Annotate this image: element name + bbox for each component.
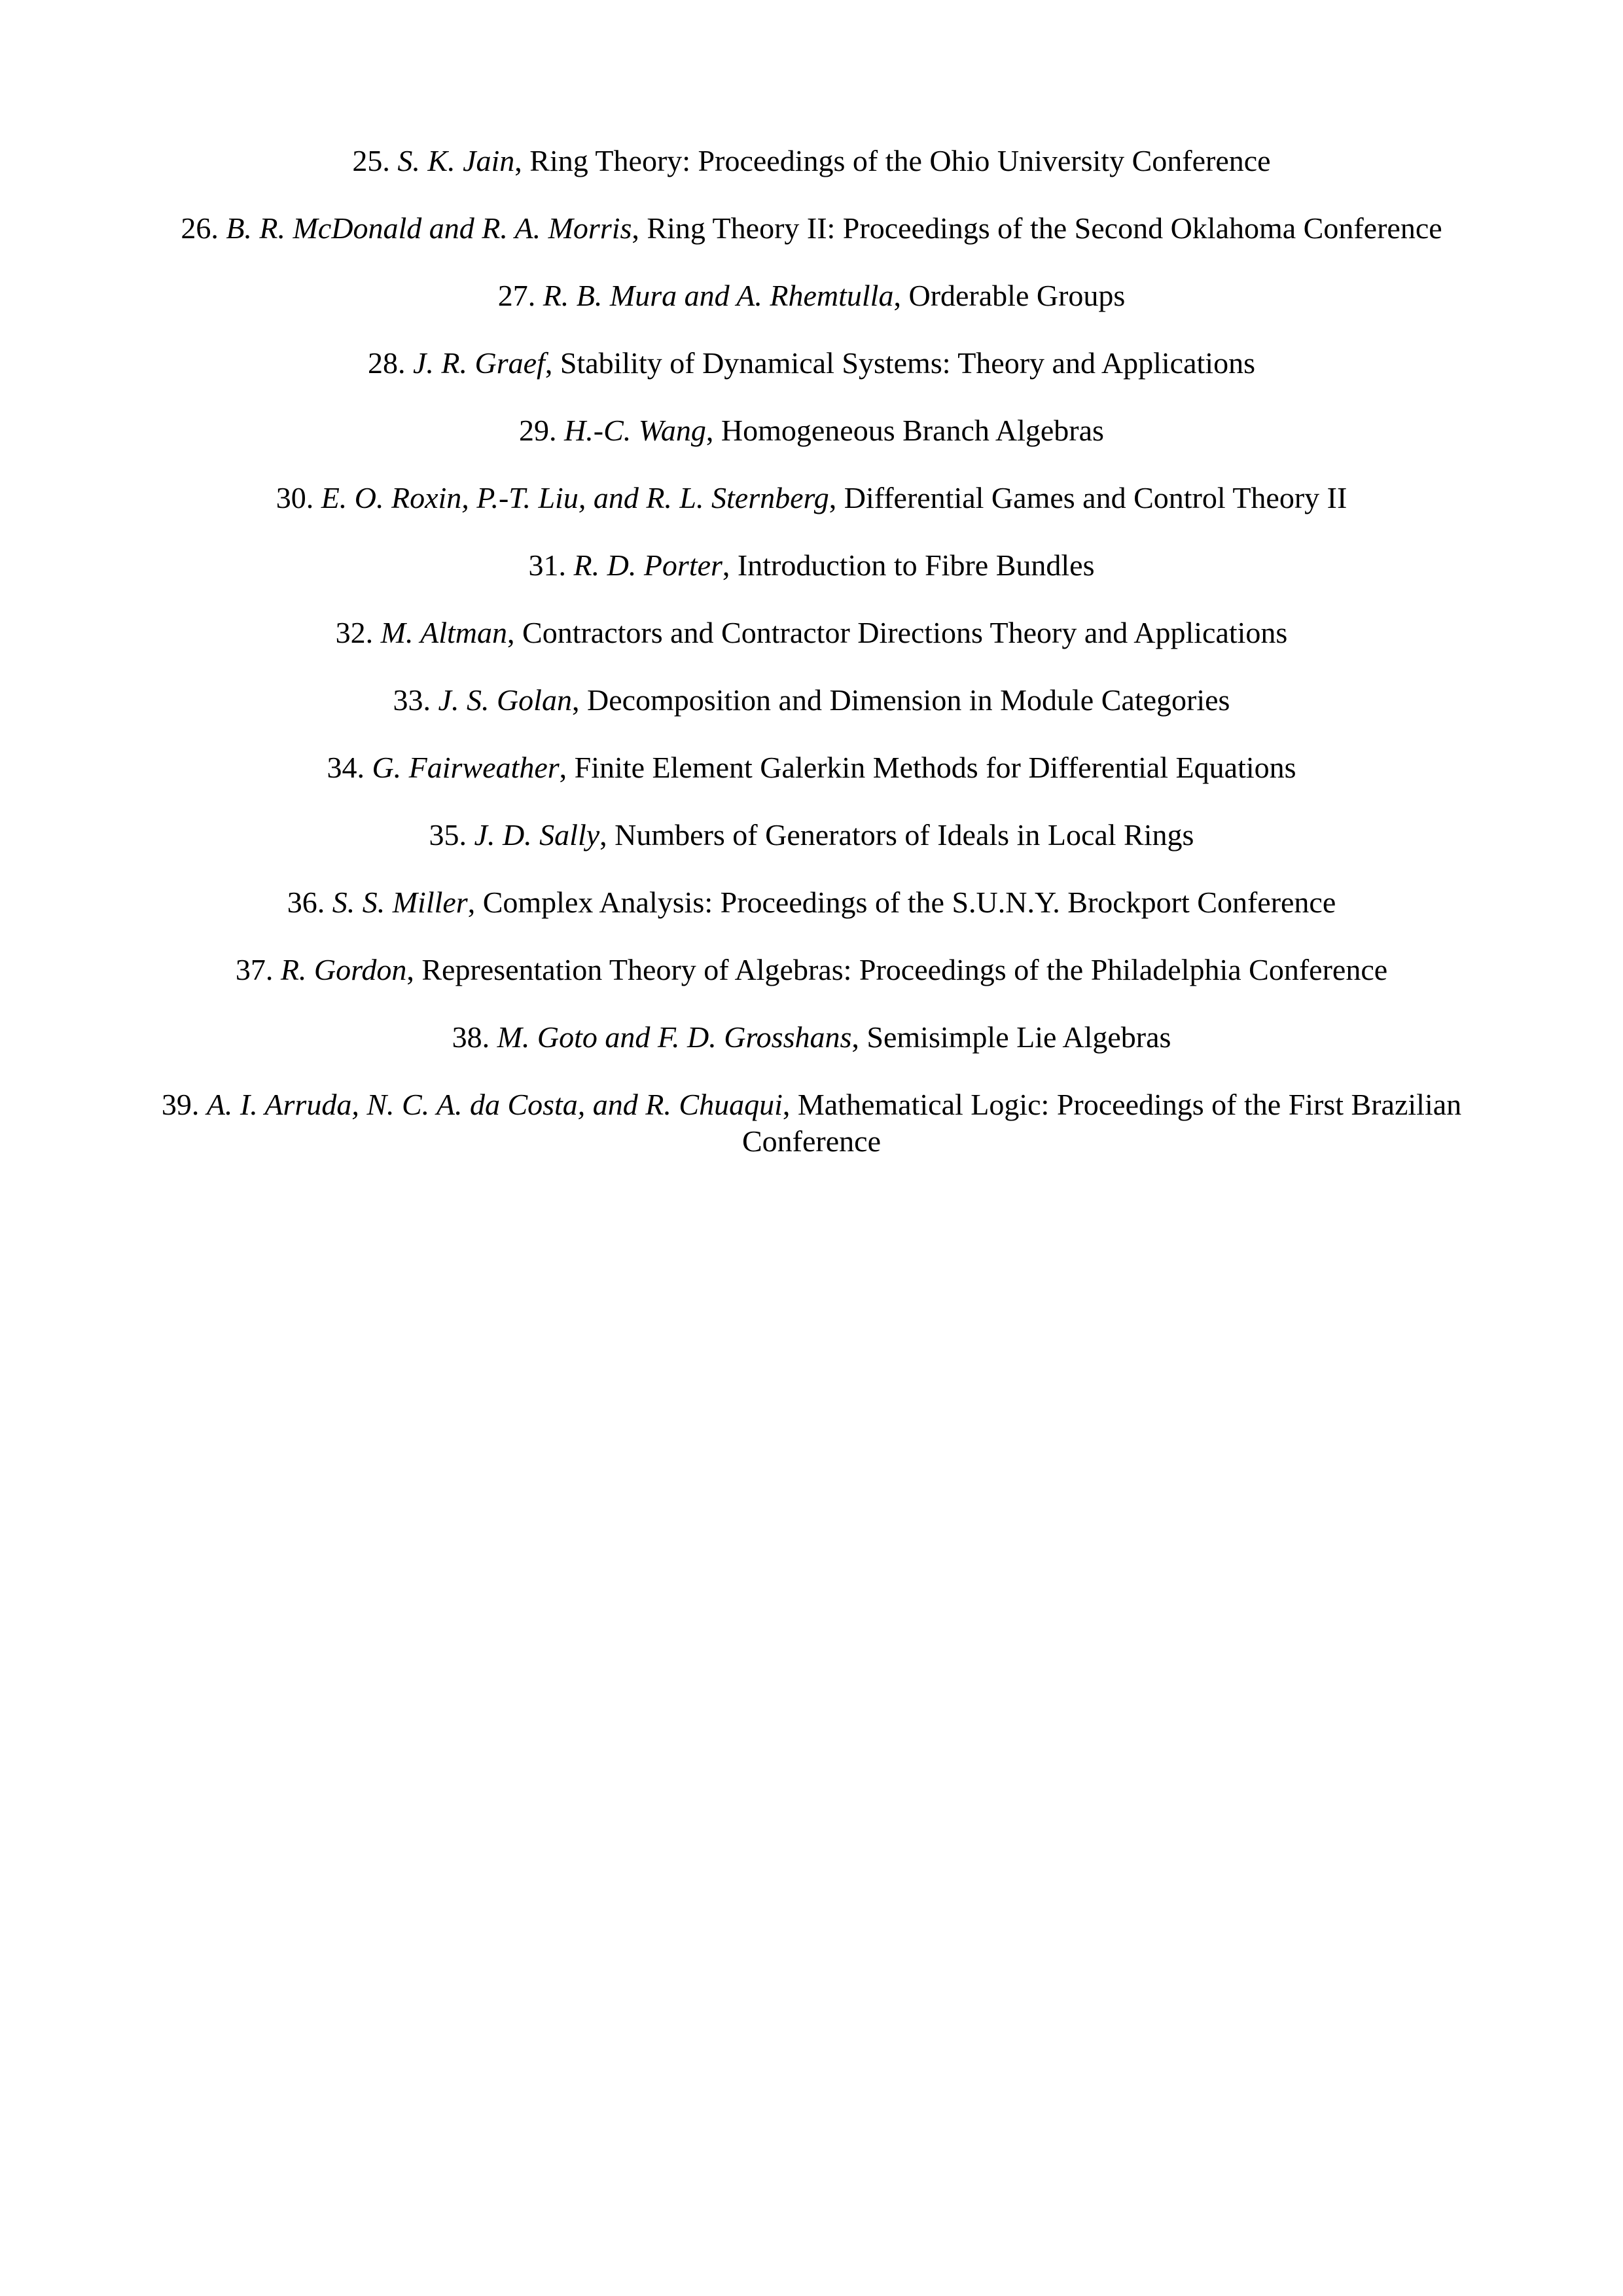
series-entry-34: 34. G. Fairweather, Finite Element Galerkin Methods for Differential Equations bbox=[327, 751, 1296, 784]
series-entry-31: 31. R. D. Porter, Introduction to Fibre Bundles bbox=[528, 548, 1095, 582]
series-entry-33: 33. J. S. Golan, Decomposition and Dimension in Module Categories bbox=[393, 683, 1230, 717]
entry-authors: S. K. Jain bbox=[397, 144, 515, 177]
series-entry-30: 30. E. O. Roxin, P.-T. Liu, and R. L. Sternberg, Differential Games and Control Theory II bbox=[276, 481, 1347, 514]
entry-title: Stability of Dynamical Systems: Theory and Applications bbox=[560, 346, 1255, 380]
entry-authors: J. D. Sally bbox=[474, 818, 600, 852]
entry-number: 26. bbox=[181, 211, 219, 245]
entry-title: Orderable Groups bbox=[908, 279, 1126, 312]
entry-title: Introduction to Fibre Bundles bbox=[737, 548, 1095, 582]
series-list bbox=[151, 143, 1472, 1191]
entry-title: Homogeneous Branch Algebras bbox=[721, 414, 1104, 447]
entry-authors: G. Fairweather bbox=[372, 751, 560, 784]
entry-number: 27. bbox=[497, 279, 536, 312]
entry-number: 39. bbox=[161, 1088, 200, 1121]
entry-authors: M. Goto and F. D. Grosshans bbox=[497, 1020, 852, 1054]
entry-authors: B. R. McDonald and R. A. Morris bbox=[226, 211, 632, 245]
entry-number: 34. bbox=[327, 751, 365, 784]
entry-number: 31. bbox=[528, 548, 566, 582]
entry-title: Contractors and Contractor Directions Theory and Applications bbox=[522, 616, 1288, 649]
entry-title: Numbers of Generators of Ideals in Local Rings bbox=[615, 818, 1194, 852]
entry-authors: J. S. Golan bbox=[438, 683, 572, 717]
entry-number: 37. bbox=[235, 953, 274, 986]
series-entry-28: 28. J. R. Graef, Stability of Dynamical Systems: Theory and Applications bbox=[368, 346, 1255, 380]
entry-title: Ring Theory: Proceedings of the Ohio University Conference bbox=[529, 144, 1271, 177]
entry-number: 30. bbox=[276, 481, 314, 514]
entry-title: Differential Games and Control Theory II bbox=[844, 481, 1347, 514]
entry-number: 33. bbox=[393, 683, 431, 717]
entry-number: 38. bbox=[452, 1020, 490, 1054]
series-entry-39: 39. A. I. Arruda, N. C. A. da Costa, and R. Chuaqui, Mathematical Logic: Proceedings of the First Brazilian Conference bbox=[161, 1088, 1462, 1158]
entry-authors: E. O. Roxin, P.-T. Liu, and R. L. Sternberg bbox=[321, 481, 829, 514]
entry-authors: M. Altman bbox=[380, 616, 508, 649]
entry-authors: S. S. Miller bbox=[332, 886, 468, 919]
entry-number: 36. bbox=[287, 886, 325, 919]
entry-number: 35. bbox=[429, 818, 467, 852]
entry-authors: H.-C. Wang bbox=[564, 414, 706, 447]
series-entry-32: 32. M. Altman, Contractors and Contractor Directions Theory and Applications bbox=[335, 616, 1288, 649]
entry-title: Mathematical Logic: Proceedings of the First Brazilian Conference bbox=[742, 1088, 1462, 1158]
entry-title: Ring Theory II: Proceedings of the Second Oklahoma Conference bbox=[647, 211, 1442, 245]
series-entry-25: 25. S. K. Jain, Ring Theory: Proceedings of the Ohio University Conference bbox=[352, 144, 1271, 177]
entry-number: 29. bbox=[519, 414, 557, 447]
series-entry-35: 35. J. D. Sally, Numbers of Generators of Ideals in Local Rings bbox=[429, 818, 1194, 852]
series-entry-26: 26. B. R. McDonald and R. A. Morris, Ring Theory II: Proceedings of the Second Oklahoma Conference bbox=[181, 211, 1442, 245]
series-entry-27: 27. R. B. Mura and A. Rhemtulla, Orderable Groups bbox=[497, 279, 1126, 312]
entry-authors: R. Gordon bbox=[280, 953, 407, 986]
entry-authors: A. I. Arruda, N. C. A. da Costa, and R. Chuaqui bbox=[206, 1088, 783, 1121]
entry-authors: J. R. Graef bbox=[413, 346, 545, 380]
entry-title: Semisimple Lie Algebras bbox=[866, 1020, 1171, 1054]
entry-number: 25. bbox=[352, 144, 390, 177]
entry-title: Complex Analysis: Proceedings of the S.U.N.Y. Brockport Conference bbox=[482, 886, 1336, 919]
series-entry-36: 36. S. S. Miller, Complex Analysis: Proceedings of the S.U.N.Y. Brockport Conference bbox=[287, 886, 1336, 919]
entry-title: Representation Theory of Algebras: Proceedings of the Philadelphia Conference bbox=[421, 953, 1388, 986]
entry-number: 28. bbox=[368, 346, 406, 380]
entry-number: 32. bbox=[335, 616, 374, 649]
entry-authors: R. B. Mura and A. Rhemtulla bbox=[543, 279, 894, 312]
entry-authors: R. D. Porter bbox=[573, 548, 722, 582]
series-entry-37: 37. R. Gordon, Representation Theory of Algebras: Proceedings of the Philadelphia Conference bbox=[235, 953, 1388, 986]
entry-title: Finite Element Galerkin Methods for Differential Equations bbox=[574, 751, 1296, 784]
series-entry-38: 38. M. Goto and F. D. Grosshans, Semisimple Lie Algebras bbox=[452, 1020, 1171, 1054]
series-entry-29: 29. H.-C. Wang, Homogeneous Branch Algebras bbox=[519, 414, 1104, 447]
entry-title: Decomposition and Dimension in Module Categories bbox=[586, 683, 1230, 717]
